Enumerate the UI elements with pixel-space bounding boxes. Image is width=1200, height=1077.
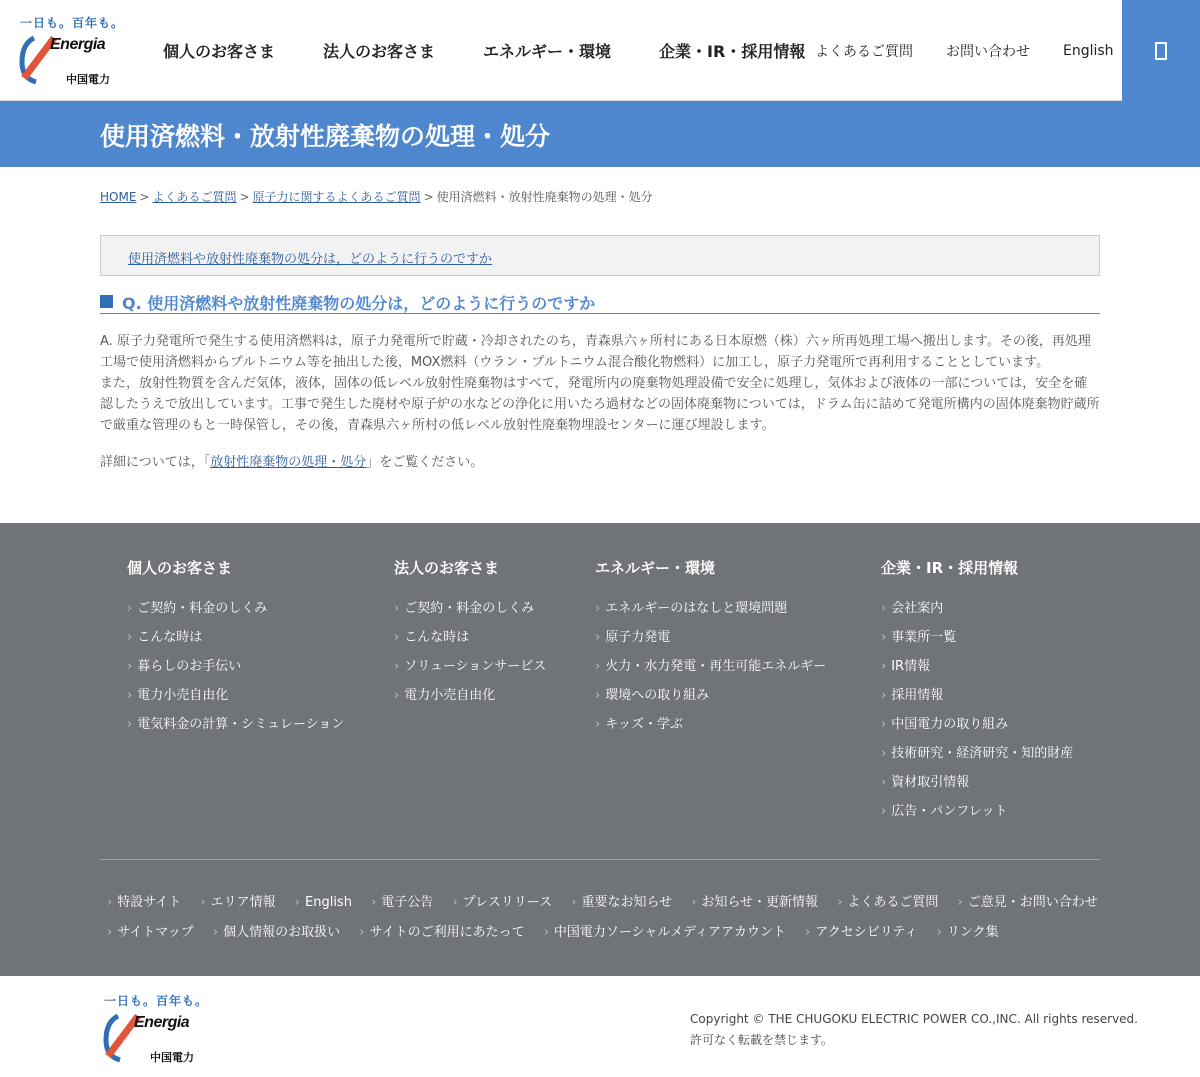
footer-util-link[interactable]: › アクセシビリティ	[805, 925, 918, 940]
footer-link[interactable]: › 原子力発電	[595, 626, 826, 655]
main-nav	[163, 0, 853, 101]
footer-col-title[interactable]: 法人のお客さま	[394, 559, 500, 577]
copyright-line-1: Copyright © THE CHUGOKU ELECTRIC POWER CO.,INC. All rights reserved.	[690, 1012, 1138, 1026]
footer-util-link[interactable]: › English	[295, 895, 352, 910]
footer-links-row-1	[107, 891, 1107, 910]
footer-link[interactable]: › 火力・水力発電・再生可能エネルギー	[595, 655, 826, 684]
footer-link[interactable]: › 電力小売自由化	[127, 684, 344, 713]
footer-link[interactable]: › 電力小売自由化	[394, 684, 546, 713]
footer-link[interactable]: › 会社案内	[881, 597, 1073, 626]
footer-util-link[interactable]: › プレスリリース	[452, 895, 552, 910]
footer-link[interactable]: › ソリューションサービス	[394, 655, 546, 684]
footer-link[interactable]: › 資材取引情報	[881, 771, 1073, 800]
nav-faq[interactable]: よくあるご質問	[815, 43, 913, 60]
footer-util-link[interactable]: › 中国電力ソーシャルメディアアカウント	[544, 925, 786, 940]
footer-link[interactable]: › 事業所一覧	[881, 626, 1073, 655]
nav-contact[interactable]: お問い合わせ	[946, 43, 1030, 60]
logo-brand: Energia	[50, 36, 106, 53]
footer-link[interactable]: › 広告・パンフレット	[881, 800, 1073, 829]
logo-company: 中国電力	[150, 1051, 194, 1064]
footer-links-row-2	[107, 921, 1107, 940]
title-band	[0, 101, 1200, 167]
question-title: Q. 使用済燃料や放射性廃棄物の処分は，どのように行うのですか	[122, 294, 596, 313]
footer-link[interactable]: › ご契約・料金のしくみ	[127, 597, 344, 626]
breadcrumb-faq[interactable]: よくあるご質問	[152, 190, 237, 204]
answer-text	[100, 331, 1100, 436]
footer-link[interactable]: › こんな時は	[127, 626, 344, 655]
nav-english[interactable]: English	[1063, 42, 1114, 59]
answer-paragraph-1: A. 原子力発電所で発生する使用済燃料は，原子力発電所で貯蔵・冷却されたのち，青森県六ヶ所村にある日本原燃（株）六ヶ所再処理工場へ搬出します。その後，再処理工場で使用済燃料からプルトニウム等を抽出した後，MOX燃料（ウラン・プルトニウム混合酸化物燃料）に加工し，原子力発電所で再利用することとしています。	[100, 334, 1091, 370]
footer-divider	[100, 859, 1100, 860]
footer-link[interactable]: › キッズ・学ぶ	[595, 713, 826, 742]
footer-util-link[interactable]: › 特設サイト	[107, 895, 181, 910]
footer-col-title[interactable]: 企業・IR・採用情報	[881, 559, 1019, 577]
square-bullet-icon	[100, 295, 113, 308]
footer-link[interactable]: › 暮らしのお手伝い	[127, 655, 344, 684]
footer-col-corporate	[881, 557, 1073, 829]
nav-business[interactable]: 法人のお客さま	[323, 42, 436, 61]
breadcrumb	[100, 188, 653, 205]
logo-slogan: 一日も。百年も。	[104, 994, 209, 1008]
sub-nav	[815, 0, 1147, 101]
answer-paragraph-2: また，放射性物質を含んだ気体，液体，固体の低レベル放射性廃棄物はすべて，発電所内の廃棄物処理設備で安全に処理し，気体および液体の一部については，安全を確認したうえで放出しています。工事で発生した廃材や原子炉の水などの浄化に用いたろ過材などの固体廃棄物については，ドラム缶に詰めて発電所構内の固体廃棄物貯蔵所で厳重な管理のもと一時保管し，その後，青森県六ヶ所村の低レベル放射性廃棄物埋設センターに運び埋設します。	[100, 376, 1100, 433]
footer-util-link[interactable]: › 個人情報のお取扱い	[213, 925, 340, 940]
detail-note	[100, 451, 483, 470]
breadcrumb-separator: >	[139, 190, 150, 204]
breadcrumb-home[interactable]: HOME	[100, 190, 137, 204]
footer-col-business	[394, 557, 546, 713]
breadcrumb-separator: >	[423, 190, 434, 204]
logo-slogan: 一日も。百年も。	[20, 16, 125, 30]
detail-link[interactable]: 放射性廃棄物の処理・処分	[210, 455, 367, 470]
footer-util-link[interactable]: › エリア情報	[200, 895, 275, 910]
question-heading	[100, 291, 1100, 314]
menu-button[interactable]	[1122, 0, 1200, 101]
site-header	[0, 0, 1200, 101]
footer-col-title[interactable]: エネルギー・環境	[595, 559, 716, 577]
footer-util-link[interactable]: › 電子公告	[371, 895, 433, 910]
footer-col-personal	[127, 557, 344, 742]
question-anchor-link[interactable]: 使用済燃料や放射性廃棄物の処分は，どのように行うのですか	[128, 252, 493, 267]
footer-util-link[interactable]: › お知らせ・更新情報	[691, 895, 818, 910]
footer-bottom	[0, 976, 1200, 1077]
footer-util-link[interactable]: › ご意見・お問い合わせ	[958, 895, 1098, 910]
logo-company: 中国電力	[66, 73, 110, 86]
page-title: 使用済燃料・放射性廃棄物の処理・処分	[100, 122, 551, 151]
nav-energy[interactable]: エネルギー・環境	[483, 42, 612, 61]
footer-link[interactable]: › 環境への取り組み	[595, 684, 826, 713]
nav-corporate[interactable]: 企業・IR・採用情報	[659, 42, 806, 61]
footer-link[interactable]: › IR情報	[881, 655, 1073, 684]
nav-personal[interactable]: 個人のお客さま	[163, 42, 276, 61]
footer-link[interactable]: › 技術研究・経済研究・知的財産	[881, 742, 1073, 771]
footer-col-title[interactable]: 個人のお客さま	[127, 559, 233, 577]
footer-util-link[interactable]: › 重要なお知らせ	[571, 895, 672, 910]
footer-col-energy	[595, 557, 826, 742]
detail-prefix: 詳細については，「	[100, 455, 211, 470]
footer-link[interactable]: › 採用情報	[881, 684, 1073, 713]
energia-logo[interactable]	[18, 14, 125, 88]
breadcrumb-separator: >	[239, 190, 250, 204]
site-footer	[0, 523, 1200, 976]
footer-link[interactable]: › ご契約・料金のしくみ	[394, 597, 546, 626]
footer-link[interactable]: › 電気料金の計算・シミュレーション	[127, 713, 344, 742]
copyright	[690, 1009, 1138, 1051]
footer-link[interactable]: › エネルギーのはなしと環境問題	[595, 597, 826, 626]
footer-link[interactable]: › 中国電力の取り組み	[881, 713, 1073, 742]
menu-icon	[1155, 42, 1167, 60]
footer-util-link[interactable]: › サイトマップ	[107, 925, 194, 940]
question-index-box	[100, 235, 1100, 276]
footer-util-link[interactable]: › よくあるご質問	[837, 895, 938, 910]
footer-link[interactable]: › こんな時は	[394, 626, 546, 655]
detail-suffix: 」をご覧ください。	[366, 455, 484, 470]
footer-util-link[interactable]: › リンク集	[937, 925, 999, 940]
footer-energia-logo[interactable]	[102, 992, 209, 1066]
footer-util-link[interactable]: › サイトのご利用にあたって	[359, 925, 524, 940]
breadcrumb-current: 使用済燃料・放射性廃棄物の処理・処分	[436, 190, 653, 204]
breadcrumb-nuclear-faq[interactable]: 原子力に関するよくあるご質問	[252, 190, 421, 204]
copyright-line-2: 許可なく転載を禁じます。	[690, 1033, 834, 1047]
logo-brand: Energia	[134, 1014, 190, 1031]
